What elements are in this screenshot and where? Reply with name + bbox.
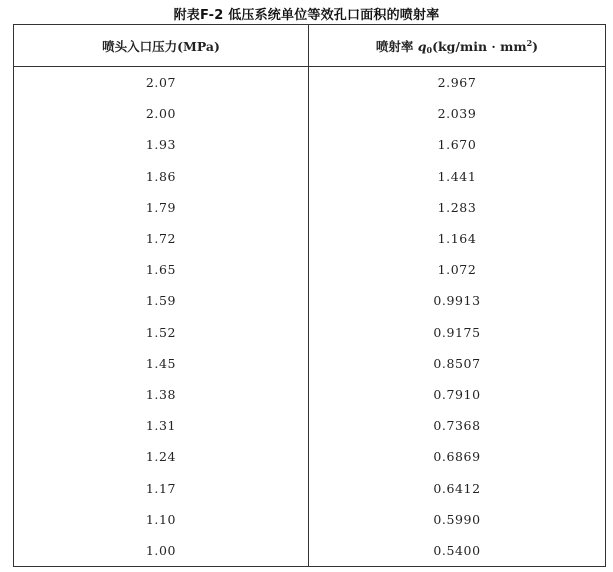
- table-row: [14, 441, 606, 472]
- table-row: [14, 379, 606, 410]
- pressure-cell: 1.52: [14, 317, 309, 348]
- header-rate-subscript: 0: [426, 44, 433, 55]
- rate-cell: 0.6869: [309, 441, 606, 472]
- pressure-cell: 1.10: [14, 504, 309, 535]
- pressure-cell: 1.65: [14, 254, 309, 285]
- rate-cell: 0.5400: [309, 535, 606, 567]
- header-rate: [309, 25, 606, 67]
- table-row: [14, 317, 606, 348]
- rate-cell: 0.9175: [309, 317, 606, 348]
- header-rate-unit-sup: 2: [526, 37, 533, 48]
- pressure-cell: 1.00: [14, 535, 309, 567]
- table-row: [14, 192, 606, 223]
- data-table: [13, 24, 606, 567]
- table-title: 附表F-2 低压系统单位等效孔口面积的喷射率: [173, 8, 440, 23]
- pressure-cell: 1.59: [14, 285, 309, 316]
- header-rate-prefix: 喷射率: [375, 38, 418, 54]
- table-row: [14, 504, 606, 535]
- pressure-cell: 2.07: [14, 67, 309, 99]
- header-rate-unit: (kg/min · mm: [432, 38, 527, 54]
- pressure-cell: 2.00: [14, 98, 309, 129]
- data-table-container: [13, 24, 605, 567]
- rate-cell: 0.7368: [309, 410, 606, 441]
- rate-cell: 2.039: [309, 98, 606, 129]
- table-body: [14, 67, 606, 567]
- table-row: [14, 254, 606, 285]
- pressure-cell: 1.31: [14, 410, 309, 441]
- rate-cell: 0.9913: [309, 285, 606, 316]
- rate-cell: 0.8507: [309, 348, 606, 379]
- rate-cell: 0.7910: [309, 379, 606, 410]
- table-row: [14, 223, 606, 254]
- pressure-cell: 1.93: [14, 129, 309, 160]
- table-row: [14, 410, 606, 441]
- rate-cell: 0.5990: [309, 504, 606, 535]
- rate-cell: 1.164: [309, 223, 606, 254]
- rate-cell: 1.283: [309, 192, 606, 223]
- pressure-cell: 1.38: [14, 379, 309, 410]
- pressure-cell: 1.72: [14, 223, 309, 254]
- pressure-cell: 1.86: [14, 161, 309, 192]
- pressure-cell: 1.79: [14, 192, 309, 223]
- header-pressure: 喷头入口压力(MPa): [14, 25, 309, 67]
- table-row: [14, 348, 606, 379]
- rate-cell: 0.6412: [309, 472, 606, 503]
- rate-cell: 2.967: [309, 67, 606, 99]
- table-row: [14, 535, 606, 567]
- header-row: [14, 25, 606, 67]
- table-header: [14, 25, 606, 67]
- table-row: [14, 129, 606, 160]
- rate-cell: 1.072: [309, 254, 606, 285]
- header-rate-unit-close: ): [532, 38, 539, 54]
- rate-cell: 1.670: [309, 129, 606, 160]
- table-row: [14, 285, 606, 316]
- rate-cell: 1.441: [309, 161, 606, 192]
- table-row: [14, 67, 606, 99]
- pressure-cell: 1.17: [14, 472, 309, 503]
- pressure-cell: 1.24: [14, 441, 309, 472]
- header-rate-symbol: q: [417, 38, 427, 54]
- table-row: [14, 161, 606, 192]
- table-row: [14, 472, 606, 503]
- pressure-cell: 1.45: [14, 348, 309, 379]
- table-row: [14, 98, 606, 129]
